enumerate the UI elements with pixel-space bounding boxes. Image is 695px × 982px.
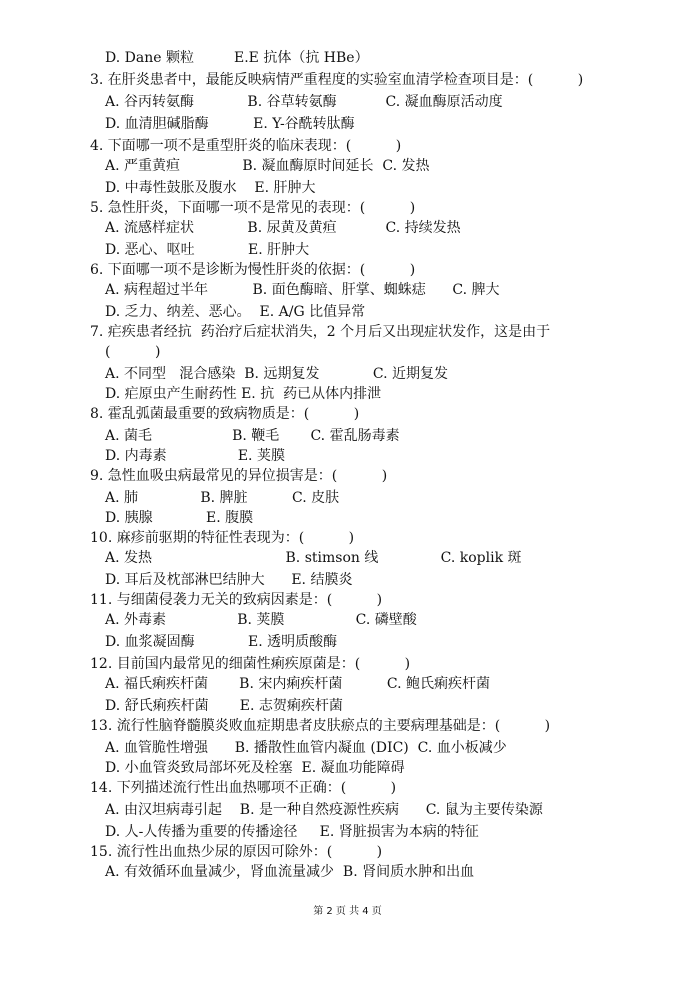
option-line: A. 血管脆性增强 B. 播散性血管内凝血 (DIC) C. 血小板减少 [105, 740, 507, 756]
option-line: D. 舒氏痢疾杆菌 E. 志贺痢疾杆菌 [105, 698, 343, 714]
option-line: D. 恶心、呕吐 E. 肝肿大 [105, 242, 310, 258]
option-line: A. 病程超过半年 B. 面色酶暗、肝掌、蜘蛛痣 C. 脾大 [105, 282, 500, 298]
option-line: A. 不同型 混合感染 B. 远期复发 C. 近期复发 [105, 366, 448, 382]
option-line: D. 乏力、纳差、恶心。 E. A/G 比值异常 [105, 304, 366, 320]
question-text: 11. 与细菌侵袭力无关的致病因素是：( ) [90, 592, 383, 608]
option-line: D. 中毒性鼓胀及腹水 E. 肝肿大 [105, 180, 316, 196]
option-line: A. 有效循环血量减少，肾血流量减少 B. 肾间质水肿和出血 [105, 864, 475, 880]
option-line: A. 流感样症状 B. 尿黄及黄疸 C. 持续发热 [105, 220, 461, 236]
question-text: 15. 流行性出血热少尿的原因可除外：( ) [90, 844, 383, 860]
question-text: 12. 目前国内最常见的细菌性痢疾原菌是：( ) [90, 656, 411, 672]
option-line: A. 谷丙转氨酶 B. 谷草转氨酶 C. 凝血酶原活动度 [105, 94, 503, 110]
option-line: D. 小血管炎致局部坏死及栓塞 E. 凝血功能障碍 [105, 760, 405, 776]
option-line: A. 外毒素 B. 荚膜 C. 磷壁酸 [105, 612, 417, 628]
option-line: A. 肺 B. 脾脏 C. 皮肤 [105, 490, 340, 506]
option-line: A. 菌毛 B. 鞭毛 C. 霍乱肠毒素 [105, 428, 400, 444]
question-text: 14. 下列描述流行性出血热哪项不正确：( ) [90, 780, 397, 796]
question-text: 7. 疟疾患者经抗 药治疗后症状消失，2 个月后又出现症状发作，这是由于 [90, 324, 551, 340]
option-line: A. 严重黄疸 B. 凝血酶原时间延长 C. 发热 [105, 158, 430, 174]
page-footer: 第 2 页 共 4 页 [313, 906, 382, 917]
question-text: 13. 流行性脑脊髓膜炎败血症期患者皮肤瘀点的主要病理基础是：( ) [90, 718, 551, 734]
option-line: D. 人-人传播为重要的传播途径 E. 肾脏损害为本病的特征 [105, 824, 479, 840]
question-text: 9. 急性血吸虫病最常见的异位损害是：( ) [90, 468, 388, 484]
question-text: 5. 急性肝炎，下面哪一项不是常见的表现：( ) [90, 200, 416, 216]
option-line: D. 血清胆碱脂酶 E. Y-谷酰转肽酶 [105, 116, 355, 132]
option-line: D. 胰腺 E. 腹膜 [105, 510, 254, 526]
option-line: D. 内毒素 E. 荚膜 [105, 448, 285, 464]
question-text: 4. 下面哪一项不是重型肝炎的临床表现：( ) [90, 138, 402, 154]
option-line: D. 血浆凝固酶 E. 透明质酸酶 [105, 634, 338, 650]
question-text: 10. 麻疹前驱期的特征性表现为：( ) [90, 530, 355, 546]
question-text: 6. 下面哪一项不是诊断为慢性肝炎的依据：( ) [90, 262, 416, 278]
option-line: A. 发热 B. stimson 线 C. koplik 斑 [105, 550, 522, 566]
question-text: 8. 霍乱弧菌最重要的致病物质是：( ) [90, 406, 360, 422]
option-line: D. 疟原虫产生耐药性 E. 抗 药已从体内排泄 [105, 386, 382, 402]
option-line: ( ) [105, 344, 161, 360]
option-line: A. 福氏痢疾杆菌 B. 宋内痢疾杆菌 C. 鲍氏痢疾杆菌 [105, 676, 490, 692]
option-line: A. 由汉坦病毒引起 B. 是一种自然疫源性疾病 C. 鼠为主要传染源 [105, 802, 543, 818]
option-line: D. 耳后及枕部淋巴结肿大 E. 结膜炎 [105, 572, 353, 588]
option-line: D. Dane 颗粒 E.E 抗体（抗 HBe） [105, 50, 369, 66]
question-text: 3. 在肝炎患者中，最能反映病情严重程度的实验室血清学检查项目是：( ) [90, 72, 584, 88]
